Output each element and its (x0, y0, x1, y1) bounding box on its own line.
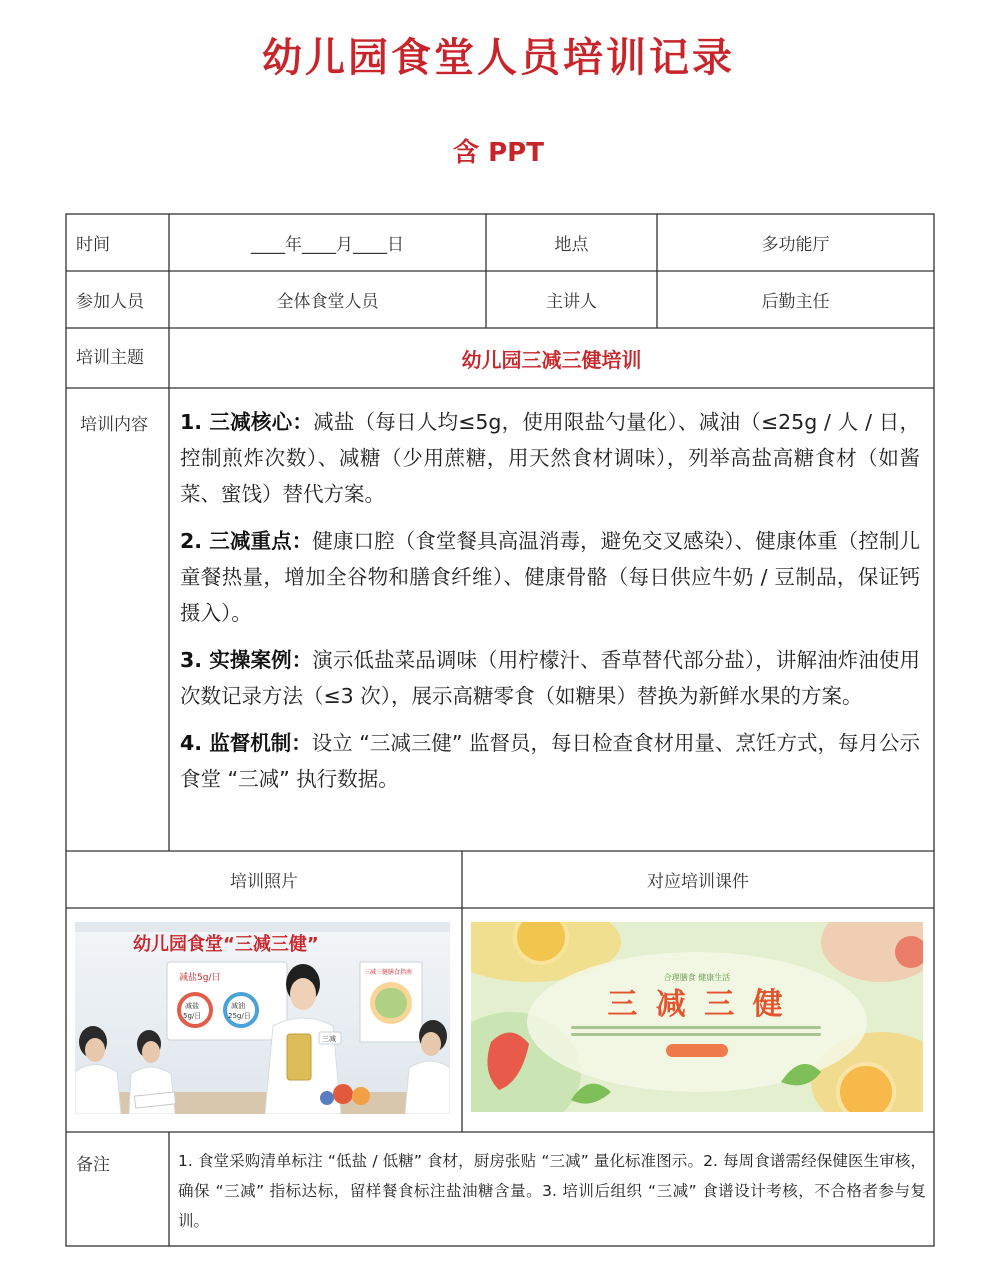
content-item-text: 设立 “三减三健” 监督员，每日检查食材用量、烹饪方式，每月公示食堂 “三减” 执行数据。 (180, 731, 920, 791)
content-item (180, 523, 920, 631)
ppt-caption: 合理膳食 健康生活 (663, 973, 731, 982)
ppt-title: 三 减 三 健 (607, 987, 787, 1022)
ppt-slide (471, 922, 923, 1112)
content-label: 培训内容 (80, 415, 148, 435)
participants-value: 全体食堂人员 (276, 292, 379, 312)
participants-label: 参加人员 (76, 292, 144, 312)
place-label: 地点 (554, 235, 589, 255)
training-photo (75, 922, 450, 1114)
gauge-oil-label: 减油 (231, 1002, 245, 1010)
gauge-salt-value: 5g/日 (183, 1012, 202, 1020)
content-item (180, 642, 920, 714)
teacher-badge: 三减 (322, 1035, 336, 1043)
notes-text: 1. 食堂采购清单标注 “低盐 / 低糖” 食材，厨房张贴 “三减” 量化标准图示。2. 每周食谱需经保健医生审核，确保 “三减” 指标达标，留样餐食标注盐油糖含量。3. 培训后组织 “三减” 食谱设计考核，不合格者参与复训。 (178, 1152, 926, 1230)
theme-value: 幼儿园三减三健培训 (461, 347, 642, 372)
speaker-value: 后勤主任 (761, 292, 830, 312)
content-item-text: 演示低盐菜品调味（用柠檬汁、香草替代部分盐），讲解油炸油使用次数记录方法（≤3 次），展示高糖零食（如糖果）替换为新鲜水果的方案。 (180, 648, 920, 708)
content-item-heading: 3. 实操案例： (180, 648, 313, 672)
content-item-text: 健康口腔（食堂餐具高温消毒，避免交叉感染）、健康体重（控制儿童餐热量，增加全谷物和膳食纤维）、健康骨骼（每日供应牛奶 / 豆制品，保证钙摄入）。 (180, 529, 920, 625)
content-item (180, 725, 920, 797)
training-content (180, 404, 920, 808)
content-item-heading: 1. 三减核心： (180, 410, 314, 434)
poster-title: 三减三健膳食指南 (364, 969, 413, 976)
training-photo-illustration (75, 922, 450, 1114)
speaker-label: 主讲人 (546, 292, 597, 312)
content-item-heading: 2. 三减重点： (180, 529, 313, 553)
content-item (180, 404, 920, 512)
place-value: 多功能厅 (761, 235, 830, 255)
board-title: 减盐5g/日 (179, 973, 221, 983)
gauge-salt-label: 减盐 (185, 1002, 199, 1010)
time-label: 时间 (76, 235, 110, 255)
content-item-heading: 4. 监督机制： (180, 731, 312, 755)
content-item-text: 减盐（每日人均≤5g，使用限盐勺量化）、减油（≤25g / 人 / 日，控制煎炸次数）、减糖（少用蔗糖，用天然食材调味），列举高盐高糖食材（如酱菜、蜜饯）替代方案。 (180, 410, 920, 506)
page-title: 幼儿园食堂人员培训记录 (262, 35, 735, 81)
time-value: ____年____月____日 (251, 235, 404, 255)
theme-label: 培训主题 (76, 347, 144, 368)
page-subtitle: 含 PPT (453, 138, 544, 168)
gauge-oil-value: 25g/日 (228, 1012, 251, 1020)
notes-label: 备注 (76, 1155, 110, 1175)
photo-banner: 幼儿园食堂“三减三健” (133, 934, 319, 955)
ppt-header: 对应培训课件 (647, 872, 749, 892)
ppt-slide-illustration (471, 922, 923, 1112)
photo-header: 培训照片 (230, 872, 298, 892)
